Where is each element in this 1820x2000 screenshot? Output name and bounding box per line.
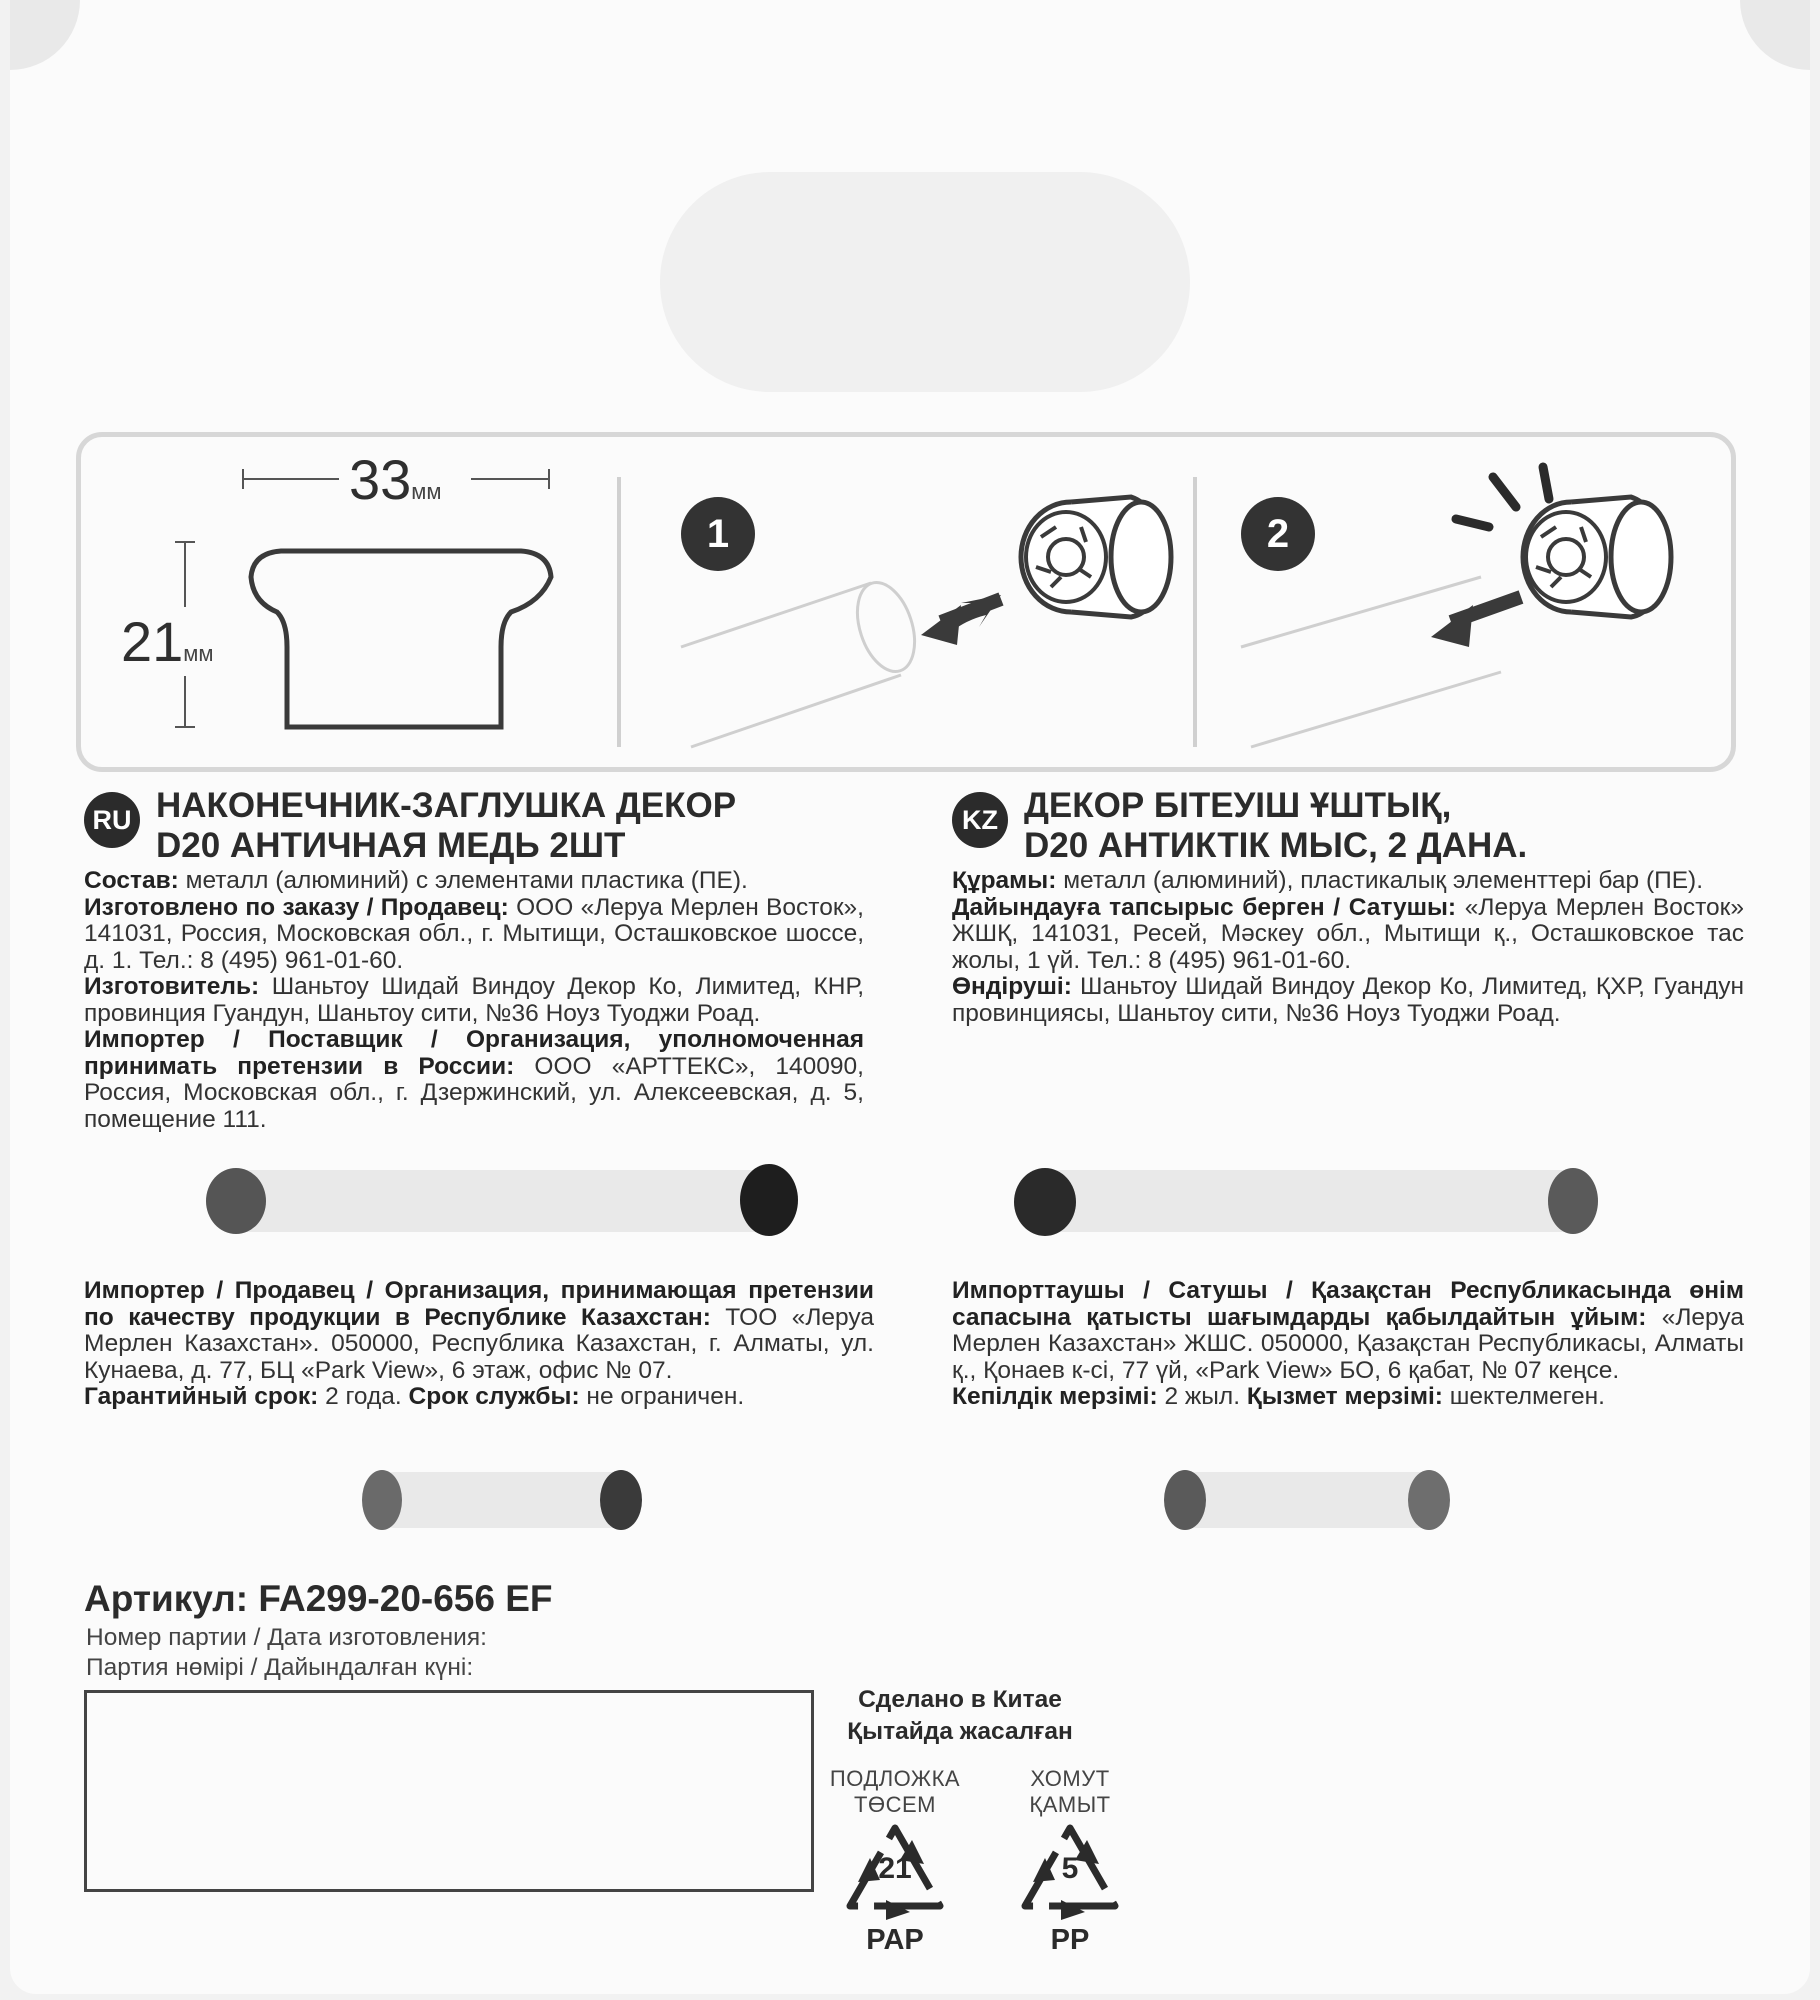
end-cap-profile (251, 551, 551, 727)
ru-composition (84, 868, 864, 895)
kz-importer-label: Импорттаушы / Сатушы / Қазақстан Республикасында өнім сапасына қатысты шағымдарды қабылдайтын ұйым: (952, 1277, 1744, 1331)
cable-tie-right-2 (1170, 1472, 1446, 1528)
kz-warranty (952, 1384, 1744, 1411)
ru-title (156, 786, 736, 866)
kz-manufacturer-text: Шаньтоу Шидай Виндоу Декор Ко, Лимитед, ҚХР, Гуандун провинциясы, Шаньтоу сити, №36 Ноуз Туоджи Роад. (952, 973, 1744, 1027)
ru-manufacturer-text: Шаньтоу Шидай Виндоу Декор Ко, Лимитед, КНР, провинция Гуандун, Шаньтоу сити, №36 Ноуз Туоджи Роад. (84, 973, 864, 1027)
recycle-2-number: 5 (1061, 1852, 1079, 1885)
tie-slot (206, 1168, 266, 1234)
ru-warranty-text: 2 года. (318, 1383, 409, 1410)
ru-kz-importer (84, 1278, 874, 1384)
ru-made-text: ООО «Леруа Мерлен Восток», 141031, Россия, Московская обл., г. Мытищи, Осташковское шоссе, д. 1. Тел.: 8 (495) 961-01-60. (84, 893, 864, 974)
kz-service-text: шектелмеген. (1442, 1383, 1605, 1410)
batch-stamp-box (84, 1690, 814, 1892)
kz-importer-section (952, 1278, 1744, 1411)
tie-slot (1164, 1470, 1206, 1530)
kz-title-line2: D20 АНТИКТІК МЫС, 2 ДАНА. (1024, 826, 1528, 865)
ru-composition-label: Состав: (84, 867, 179, 894)
kz-composition-label: Құрамы: (952, 867, 1057, 894)
rod-1-end (847, 575, 925, 679)
height-unit: мм (183, 641, 214, 666)
cable-tie-left-1 (218, 1170, 788, 1232)
recycle-2-label-kz: ҚАМЫТ (1029, 1792, 1111, 1817)
ru-title-line1: НАКОНЕЧНИК-ЗАГЛУШКА ДЕКОР (156, 786, 737, 825)
ru-importer-label: Импортер / Поставщик / Организация, уполномоченная принимать претензии в России: (84, 1026, 864, 1080)
origin-ru: Сделано в Китае (858, 1686, 1062, 1713)
kz-title-line1: ДЕКОР БІТЕУІШ ҰШТЫҚ, (1024, 786, 1452, 825)
kz-service-label: Қызмет мерзімі: (1246, 1383, 1443, 1410)
rod-2-bottom (1251, 672, 1501, 747)
article-number: Артикул: FA299-20-656 EF (84, 1578, 553, 1619)
kz-badge: KZ (952, 792, 1008, 848)
tie-slot (1014, 1168, 1076, 1236)
kz-section (952, 786, 1744, 1027)
ru-service-text: не ограничен. (579, 1383, 745, 1410)
step-1-badge: 1 (681, 497, 755, 571)
cable-tie-left-2 (368, 1472, 638, 1528)
ru-title-line2: D20 АНТИЧНАЯ МЕДЬ 2ШТ (156, 826, 626, 865)
recycle-2-label-ru: ХОМУТ (1030, 1766, 1110, 1791)
batch-label-kz: Партия нөмірі / Дайындалған күні: (86, 1654, 474, 1681)
ru-composition-text: металл (алюминий) с элементами пластика (ПЕ). (178, 867, 748, 894)
kz-header (952, 786, 1744, 864)
kz-manufacturer-label: Өндіруші: (952, 973, 1072, 1000)
kz-warranty-label: Кепілдік мерзімі: (952, 1383, 1158, 1410)
height-dimension (121, 607, 214, 676)
rod-1-top (681, 583, 871, 647)
cap-2-icon (1523, 497, 1671, 617)
recycle-1-label-kz: ТӨСЕМ (854, 1792, 936, 1817)
tie-slot (600, 1470, 642, 1530)
tie-slot (1548, 1168, 1598, 1234)
ru-section (84, 786, 864, 1133)
recycle-1-code: PAP (866, 1924, 924, 1956)
ru-badge: RU (84, 792, 140, 848)
kz-composition (952, 868, 1744, 895)
kz-manufacturer (952, 974, 1744, 1027)
height-value: 21 (121, 610, 184, 673)
tie-slot (1408, 1470, 1450, 1530)
batch-label-ru: Номер партии / Дата изготовления: (86, 1624, 487, 1651)
rod-1-bottom (691, 675, 901, 747)
kz-importer (952, 1278, 1744, 1384)
recycle-1-label-ru: ПОДЛОЖКА (829, 1766, 961, 1791)
ru-made-by (84, 895, 864, 975)
ru-kz-importer-text: ТОО «Леруа Мерлен Казахстан». 050000, Республика Казахстан, г. Алматы, ул. Кунаева, д. 77, БЦ «Park View», 6 этаж, офис № 07. (84, 1303, 874, 1384)
installation-diagram (76, 432, 1736, 772)
ru-manufacturer (84, 974, 864, 1027)
card-corner-left (10, 0, 80, 70)
ru-warranty-label: Гарантийный срок: (84, 1383, 319, 1410)
card-corner-right (1740, 0, 1810, 70)
ru-service-label: Срок службы: (408, 1383, 580, 1410)
cap-1-icon (1021, 497, 1171, 617)
ru-made-label: Изготовлено по заказу / Продавец: (84, 893, 509, 921)
step-2-badge: 2 (1241, 497, 1315, 571)
ru-importer-text: ООО «АРТТЕКС», 140090, Россия, Московская обл., г. Дзержинский, ул. Алексеевская, д. 5, помещение 111. (84, 1052, 864, 1133)
kz-made-text: «Леруа Мерлен Восток» ЖШҚ, 141031, Ресей, Мәскеу обл., Мытищи қ., Осташковское тас жолы, 1 үй. Тел.: 8 (495) 961-01-60. (952, 893, 1744, 974)
cable-tie-right-1 (1032, 1170, 1592, 1232)
width-value: 33 (349, 448, 412, 511)
ru-warranty (84, 1384, 874, 1411)
diagram-graphics (81, 437, 1741, 777)
kz-importer-text: «Леруа Мерлен Казахстан» ЖШС. 050000, Қазақстан Республикасы, Алматы қ., Қонаев к-сі, 77 үй, «Park View» БО, 6 қабат, № 07 кеңсе. (952, 1303, 1744, 1384)
impact-mark (1456, 519, 1489, 527)
ru-header (84, 786, 864, 864)
kz-composition-text: металл (алюминий), пластикалық элементтері бар (ПЕ). (1056, 867, 1704, 894)
ru-kz-importer-label: Импортер / Продавец / Организация, принимающая претензии по качеству продукции в Республике Казахстан: (84, 1277, 874, 1331)
tie-slot (740, 1164, 798, 1236)
ru-manufacturer-label: Изготовитель: (84, 973, 260, 1000)
width-dimension (349, 447, 442, 512)
kz-made-label: Дайындауға тапсырыс берген / Сатушы: (952, 893, 1457, 921)
origin-kz: Қытайда жасалған (847, 1718, 1073, 1745)
recycle-1-number: 21 (878, 1852, 912, 1885)
kz-title (1024, 786, 1527, 866)
ru-importer (84, 1027, 864, 1133)
width-unit: мм (411, 479, 442, 504)
recycle-2-code: PP (1050, 1924, 1090, 1956)
kz-warranty-text: 2 жыл. (1157, 1383, 1247, 1410)
ru-kz-importer-section (84, 1278, 874, 1411)
tie-slot (362, 1470, 402, 1530)
kz-made-by (952, 895, 1744, 975)
